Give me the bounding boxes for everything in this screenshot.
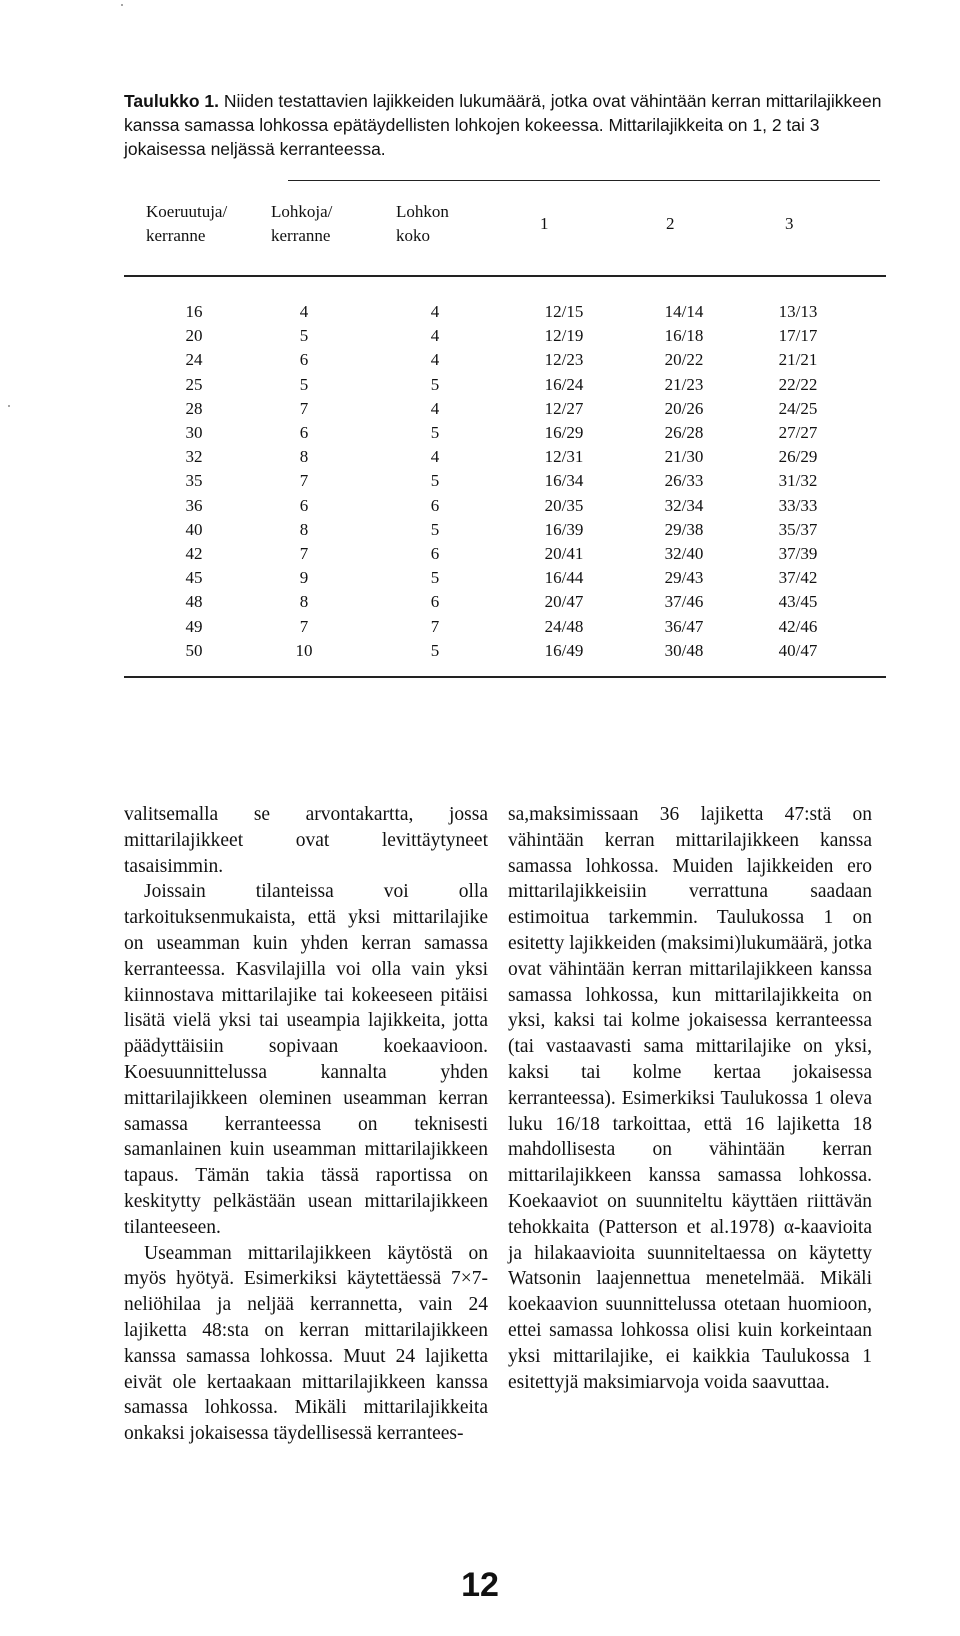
table-cell: 21/21 [778, 350, 818, 370]
table-cell: 8 [299, 519, 309, 539]
header-lohkon-koko: Lohkon koko [396, 202, 449, 245]
table-row [124, 397, 886, 421]
caption-text: Niiden testattavien lajikkeiden lukumäärä, jotka ovat vähintään kerran mittarilajikkeen kanssa samassa lohkossa epätäydellisten lohkojen kokeessa. Mittarilajikkeita on 1, 2 tai 3 jokaisessa neljässä kerranteessa. [124, 91, 882, 159]
table-cell: 7 [430, 616, 440, 636]
table-cell: 16 [185, 302, 203, 321]
table-cell: 4 [430, 350, 440, 370]
table-cell: 21/23 [664, 374, 704, 394]
table-cell: 13/13 [778, 302, 818, 321]
table-cell: 40 [185, 519, 203, 539]
table-cell: 45 [185, 568, 203, 588]
header-col-3: 3 [785, 214, 794, 233]
table-cell: 20/35 [544, 495, 584, 515]
table-cell: 22/22 [778, 374, 818, 394]
table-top-rule [288, 180, 880, 181]
table-cell: 4 [430, 302, 440, 321]
table-cell: 35 [185, 471, 203, 491]
table-cell: 6 [430, 544, 440, 563]
table-cell: 32/40 [664, 544, 704, 563]
table-row [124, 300, 886, 324]
table-cell: 7 [299, 471, 309, 491]
table-cell: 4 [430, 326, 440, 346]
table-cell: 40/47 [778, 640, 818, 660]
table-row [124, 373, 886, 397]
table-cell: 48 [185, 592, 203, 612]
table-cell: 28 [185, 398, 203, 418]
table-caption [124, 89, 884, 161]
table-cell: 12/27 [544, 398, 584, 418]
table-cell: 20/41 [544, 544, 584, 563]
scan-speck [121, 4, 123, 6]
table-row [124, 542, 886, 566]
table-cell: 24/48 [544, 616, 584, 636]
table-cell: 16/34 [544, 471, 584, 491]
table-cell: 21/30 [664, 447, 704, 467]
table-cell: 5 [299, 374, 309, 394]
table-cell: 7 [299, 616, 309, 636]
table-cell: 49 [185, 616, 203, 636]
caption-label: Taulukko 1. [124, 91, 219, 111]
table-cell: 33/33 [778, 495, 818, 515]
table-row [124, 518, 886, 542]
table-cell: 4 [430, 447, 440, 467]
header-col-1: 1 [540, 214, 549, 233]
table-cell: 31/32 [778, 471, 818, 491]
paragraph: sa,maksimissaan 36 lajiketta 47:stä on vähintään kerran mittarilajikkeen kanssa samassa lohkossa. Muiden lajikkeiden ero mittarilajikkeisiin verrattuna saadaan estimoitua tarkemmin. Taulukossa 1 on esitetty lajikkeiden (maksimi)lukumäärä, jotka ovat vähintään kerran mittarilajikkeen kanssa samassa lohkossa, kun mittarilajikkeita on yksi, kaksi tai kolme jokaisessa kerranteessa (tai vastaavasti sama mittarilajike on yksi, kaksi tai kolme kertaa jokaisessa kerranteessa). Esimerkiksi Taulukossa 1 oleva luku 16/18 tarkoittaa, että 16 lajiketta 18 mahdollisesta on vähintään kerran mittarilajikkeen kanssa samassa lohkossa. Koekaaviot on suunniteltu käyttäen riittävän tehokkaita (Patterson et al.1978) α-kaavioita ja hilakaavioita suunniteltaessa on käytetty Watsonin laajennettua menetelmää. Mikäli koekaavion suunnittelussa otetaan huomioon, ettei samassa lohkossa olisi kuin korkeintaan yksi mittarilajike, ei kaikkia Taulukossa 1 esitettyjä maksimiarvoja voida saavuttaa. [508, 804, 872, 1393]
table-cell: 37/42 [778, 568, 818, 588]
table-cell: 6 [430, 592, 440, 612]
table-row [124, 445, 886, 469]
table-cell: 5 [430, 423, 440, 442]
table-cell: 20/47 [544, 592, 584, 612]
table-header-rule [124, 275, 886, 277]
table-cell: 29/38 [664, 519, 704, 539]
table-cell: 6 [299, 350, 309, 370]
table-cell: 42 [185, 544, 203, 563]
table-cell: 30 [185, 423, 203, 442]
table-row [124, 566, 886, 590]
table-cell: 7 [299, 398, 309, 418]
page-number: 12 [461, 1566, 499, 1604]
table-cell: 10 [295, 640, 313, 660]
table-cell: 16/39 [544, 519, 584, 539]
table-row [124, 615, 886, 639]
table-cell: 35/37 [778, 519, 818, 539]
paragraph: Useamman mittarilajikkeen käytöstä on myös hyötyä. Esimerkiksi käytettäessä 7×7-neliöhilaa ja neljää kerrannetta, vain 24 lajiketta 48:sta on kerran mittarilajikkeen kanssa samassa lohkossa. Muut 24 lajiketta eivät ole kertaakaan mittarilajikkeen kanssa samassa lohkossa. Mikäli mittarilajikkeita onkaksi jokaisessa täydellisessä kerrantees- [124, 1242, 488, 1445]
table-cell: 20 [185, 326, 203, 346]
table-cell: 16/29 [544, 423, 584, 442]
table-cell: 50 [185, 640, 203, 660]
header-lohkoja: Lohkoja/ kerranne [271, 202, 333, 245]
table-cell: 42/46 [778, 616, 818, 636]
table-cell: 5 [430, 374, 440, 394]
table-cell: 29/43 [664, 568, 704, 588]
table-bottom-rule [124, 676, 886, 678]
table-cell: 12/19 [544, 326, 584, 346]
table-row [124, 639, 886, 663]
table-cell: 26/33 [664, 471, 704, 491]
table-cell: 5 [430, 640, 440, 660]
table-row [124, 469, 886, 493]
body-column-left [124, 802, 488, 1447]
table-cell: 43/45 [778, 592, 818, 612]
table-cell: 16/44 [544, 568, 584, 588]
table-cell: 24/25 [778, 398, 818, 418]
table-row [124, 348, 886, 372]
table-cell: 32/34 [664, 495, 704, 515]
table-cell: 16/49 [544, 640, 584, 660]
table-row [124, 421, 886, 445]
scan-speck [8, 405, 10, 407]
table-cell: 4 [430, 398, 440, 418]
table-cell: 26/29 [778, 447, 818, 467]
table-cell: 12/31 [544, 447, 584, 467]
table-cell: 20/22 [664, 350, 704, 370]
table-cell: 32 [185, 447, 203, 467]
header-koeruutuja: Koeruutuja/ kerranne [146, 202, 228, 245]
table-cell: 16/18 [664, 326, 704, 346]
table-cell: 5 [430, 519, 440, 539]
table-cell: 36 [185, 495, 203, 515]
table-cell: 6 [430, 495, 440, 515]
table-cell: 9 [299, 568, 309, 588]
table-cell: 16/24 [544, 374, 584, 394]
table-cell: 24 [185, 350, 203, 370]
table-cell: 6 [299, 423, 309, 442]
table-cell: 5 [430, 471, 440, 491]
table-cell: 37/46 [664, 592, 704, 612]
paragraph: Joissain tilanteissa voi olla tarkoituksenmukaista, että yksi mittarilajike on useamman kuin yhden kerran samassa kerranteessa. Kasvilajilla voi olla vain yksi kiinnostava mittarilajike tai kokeeseen pitäisi lisätä vielä yksi tai useampia lajikkeita, jotta päädyttäisiin sopivaan koekaavioon. Koesuunnittelussa kannalta yhden mittarilajikkeen oleminen useamman kerran samassa kerranteessa on teknisesti samanlainen kuin useamman mittarilajikkeen tapaus. Tämän takia tässä raportissa on keskitytty pelkästään usean mittarilajikkeen tilanteeseen. [124, 881, 488, 1238]
table-cell: 36/47 [664, 616, 704, 636]
table-cell: 8 [299, 592, 309, 612]
table-cell: 14/14 [664, 302, 704, 321]
table-cell: 20/26 [664, 398, 704, 418]
table-cell: 30/48 [664, 640, 704, 660]
table-row [124, 494, 886, 518]
table-cell: 27/27 [778, 423, 818, 442]
table-row [124, 590, 886, 614]
table-cell: 4 [299, 302, 309, 321]
table-cell: 37/39 [778, 544, 818, 563]
table-cell: 12/15 [544, 302, 584, 321]
table-cell: 8 [299, 447, 309, 467]
table-cell: 5 [430, 568, 440, 588]
table-cell: 26/28 [664, 423, 704, 442]
paragraph: valitsemalla se arvontakartta, jossa mittarilajikkeet ovat levittäytyneet tasaisimmin. [124, 804, 488, 877]
body-column-right [508, 802, 872, 1395]
table-cell: 7 [299, 544, 309, 563]
table-cell: 17/17 [778, 326, 818, 346]
table-row [124, 324, 886, 348]
table-cell: 12/23 [544, 350, 584, 370]
table-cell: 5 [299, 326, 309, 346]
table-cell: 25 [185, 374, 203, 394]
table-cell: 6 [299, 495, 309, 515]
header-col-2: 2 [666, 214, 675, 233]
